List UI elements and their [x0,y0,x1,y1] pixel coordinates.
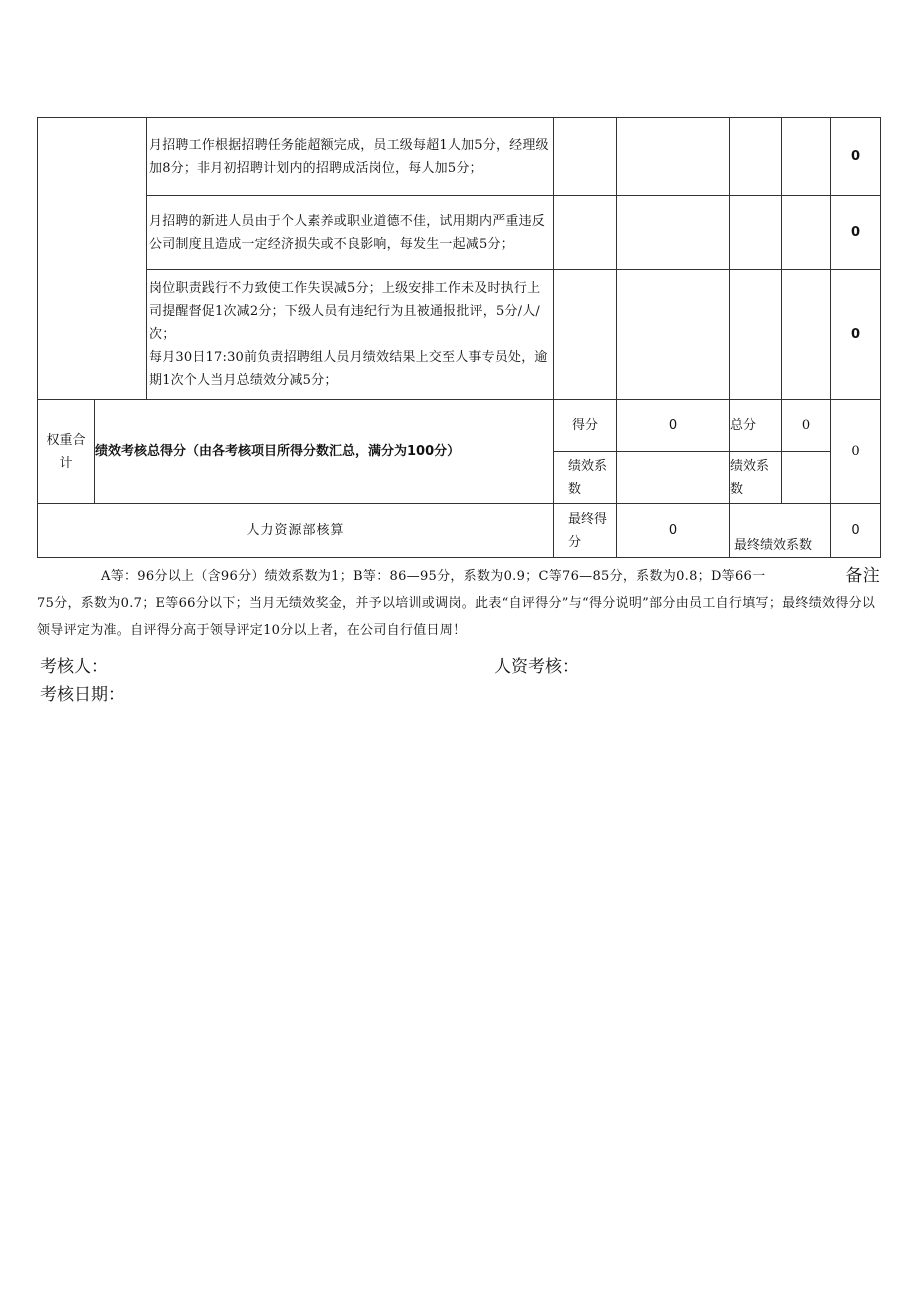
assessor-label: 考核人： [40,657,108,677]
empty-cell[interactable] [782,196,831,270]
empty-cell[interactable] [782,270,831,400]
final-score-label: 最终得分 [554,504,617,558]
total-score-value: 0 [782,400,831,452]
empty-cell[interactable] [554,118,617,196]
total-score-label: 总分 [730,400,782,452]
coef-value[interactable] [617,452,730,504]
empty-cell[interactable] [554,196,617,270]
row-score: 0 [831,270,881,400]
score-value: 0 [617,400,730,452]
empty-cell[interactable] [617,118,730,196]
table-row [38,270,881,400]
row-description-cell [147,270,554,400]
remarks [37,563,880,644]
total-score-description: 绩效考核总得分（由各考核项目所得分数汇总，满分为100分） [95,400,554,504]
final-score-value: 0 [617,504,730,558]
coef-label-2: 绩效系数 [730,452,782,504]
hr-check-label: 人资考核： [494,657,579,677]
empty-cell[interactable] [730,118,782,196]
summary-row [38,400,881,452]
summary-right-value: 0 [831,400,881,504]
final-coef-value: 0 [831,504,881,558]
table-row [38,196,881,270]
empty-cell[interactable] [782,118,831,196]
coef-label: 绩效系数 [554,452,617,504]
row-description: 月招聘工作根据招聘任务能超额完成，员工级每超1人加5分，经理级加8分；非月初招聘计划内的招聘成活岗位，每人加5分； [147,118,554,196]
final-row [38,504,881,558]
row-description: 月招聘的新进人员由于个人素养或职业道德不佳，试用期内严重违反公司制度且造成一定经济损失或不良影响，每发生一起减5分； [147,196,554,270]
coef-value-2[interactable] [782,452,831,504]
assessment-date-label: 考核日期： [40,685,125,705]
weight-total-label: 权重合计 [38,400,95,504]
remarks-text: A等：96分以上（含96分）绩效系数为1；B等：86—95分，系数为0.9；C等76—85分，系数为0.8；D等66一75分，系数为0.7；E等66分以下；当月无绩效奖金，并予以培训或调岗。此表“自评得分”与“得分说明”部分由员工自行填写；最终绩效得分以领导评定为准。自评得分高于领导评定10分以上者，在公司自行值日周！ [37,569,876,638]
table-row [38,118,881,196]
hr-accounting-title: 人力资源部核算 [38,504,554,558]
empty-cell[interactable] [554,270,617,400]
row-description-extra: 每月30日17:30前负责招聘组人员月绩效结果上交至人事专员处，逾期1次个人当月总绩效分减5分； [149,350,548,388]
assessment-table [37,117,881,558]
empty-cell[interactable] [730,196,782,270]
row-description: 岗位职责践行不力致使工作失误减5分；上级安排工作未及时执行上司提醒督促1次减2分；下级人员有违纪行为且被通报批评，5分/人/次； [149,281,541,342]
row-score: 0 [831,196,881,270]
score-label: 得分 [554,400,617,452]
category-cell [38,118,147,400]
row-score: 0 [831,118,881,196]
remarks-tag: 备注 [845,566,880,586]
empty-cell[interactable] [617,270,730,400]
empty-cell[interactable] [617,196,730,270]
empty-cell[interactable] [730,270,782,400]
final-coef-label: 最终绩效系数 [730,504,831,558]
